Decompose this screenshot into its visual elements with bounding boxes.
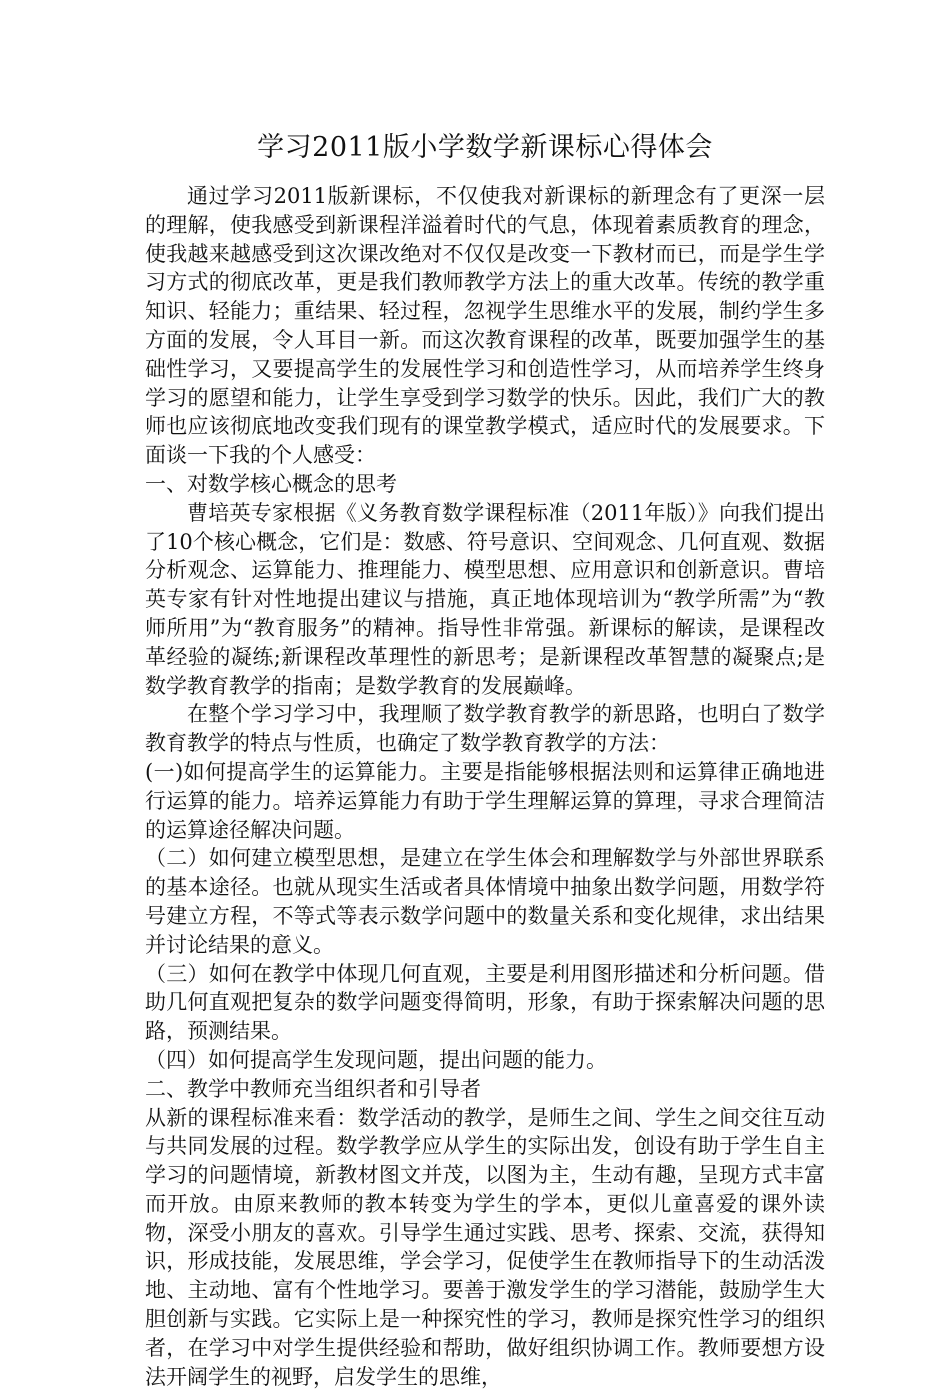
core-concepts-paragraph: 曹培英专家根据《义务教育数学课程标准（2011年版）》向我们提出了10个核心概念，它们是：数感、符号意识、空间观念、几何直观、数据分析观念、运算能力、推理能力、模型思想、应用意识和创新意识。曹培英专家有针对性地提出建议与措施，真正地体现培训为“教学所需”为“教师所用”为“教育服务”的精神。指导性非常强。新课标的解读，是课程改革经验的凝练;新课程改革理性的新思考；是新课程改革智慧的凝聚点;是数学教育教学的指南；是数学教育的发展巅峰。: [145, 499, 825, 701]
learning-summary-paragraph: 在整个学习学习中，我理顺了数学教育教学的新思路，也明白了数学教育教学的特点与性质，也确定了数学教育教学的方法：: [145, 700, 825, 758]
section-heading-1: 一、对数学核心概念的思考: [145, 470, 825, 499]
teacher-role-paragraph: 从新的课程标准来看：数学活动的教学，是师生之间、学生之间交往互动与共同发展的过程。数学教学应从学生的实际出发，创设有助于学生自主学习的问题情境，新教材图文并茂，以图为主，生动有趣，呈现方式丰富而开放。由原来教师的教本转变为学生的学本，更似儿童喜爱的课外读物，深受小朋友的喜欢。引导学生通过实践、思考、探索、交流，获得知识，形成技能，发展思维，学会学习，促使学生在教师指导下的生动活泼地、主动地、富有个性地学习。要善于激发学生的学习潜能，鼓励学生大胆创新与实践。它实际上是一种探究性的学习，教师是探究性学习的组织者，在学习中对学生提供经验和帮助，做好组织协调工作。教师要想方设法开阔学生的视野，启发学生的思维，: [145, 1104, 825, 1391]
intro-paragraph: 通过学习2011版新课标，不仅使我对新课标的新理念有了更深一层的理解，使我感受到新课程洋溢着时代的气息，体现着素质教育的理念，使我越来越感受到这次课改绝对不仅仅是改变一下教材而已，而是学生学习方式的彻底改革，更是我们教师教学方法上的重大改革。传统的教学重知识、轻能力；重结果、轻过程，忽视学生思维水平的发展，制约学生多方面的发展，令人耳目一新。而这次教育课程的改革，既要加强学生的基础性学习，又要提高学生的发展性学习和创造性学习，从而培养学生终身学习的愿望和能力，让学生享受到学习数学的快乐。因此，我们广大的教师也应该彻底地改变我们现有的课堂教学模式，适应时代的发展要求。下面谈一下我的个人感受：: [145, 182, 825, 470]
document-page: [145, 128, 825, 1391]
document-title: 学习2011版小学数学新课标心得体会: [145, 128, 825, 168]
item-3-paragraph: （三）如何在教学中体现几何直观，主要是利用图形描述和分析问题。借助几何直观把复杂的数学问题变得简明，形象，有助于探索解决问题的思路，预测结果。: [145, 960, 825, 1046]
section-heading-2: 二、教学中教师充当组织者和引导者: [145, 1075, 825, 1104]
item-4-paragraph: （四）如何提高学生发现问题，提出问题的能力。: [145, 1046, 825, 1075]
item-1-paragraph: (一)如何提高学生的运算能力。主要是指能够根据法则和运算律正确地进行运算的能力。培养运算能力有助于学生理解运算的算理，寻求合理简洁的运算途径解决问题。: [145, 758, 825, 844]
item-2-paragraph: （二）如何建立模型思想，是建立在学生体会和理解数学与外部世界联系的基本途径。也就从现实生活或者具体情境中抽象出数学问题，用数学符号建立方程，不等式等表示数学问题中的数量关系和变化规律，求出结果并讨论结果的意义。: [145, 844, 825, 959]
